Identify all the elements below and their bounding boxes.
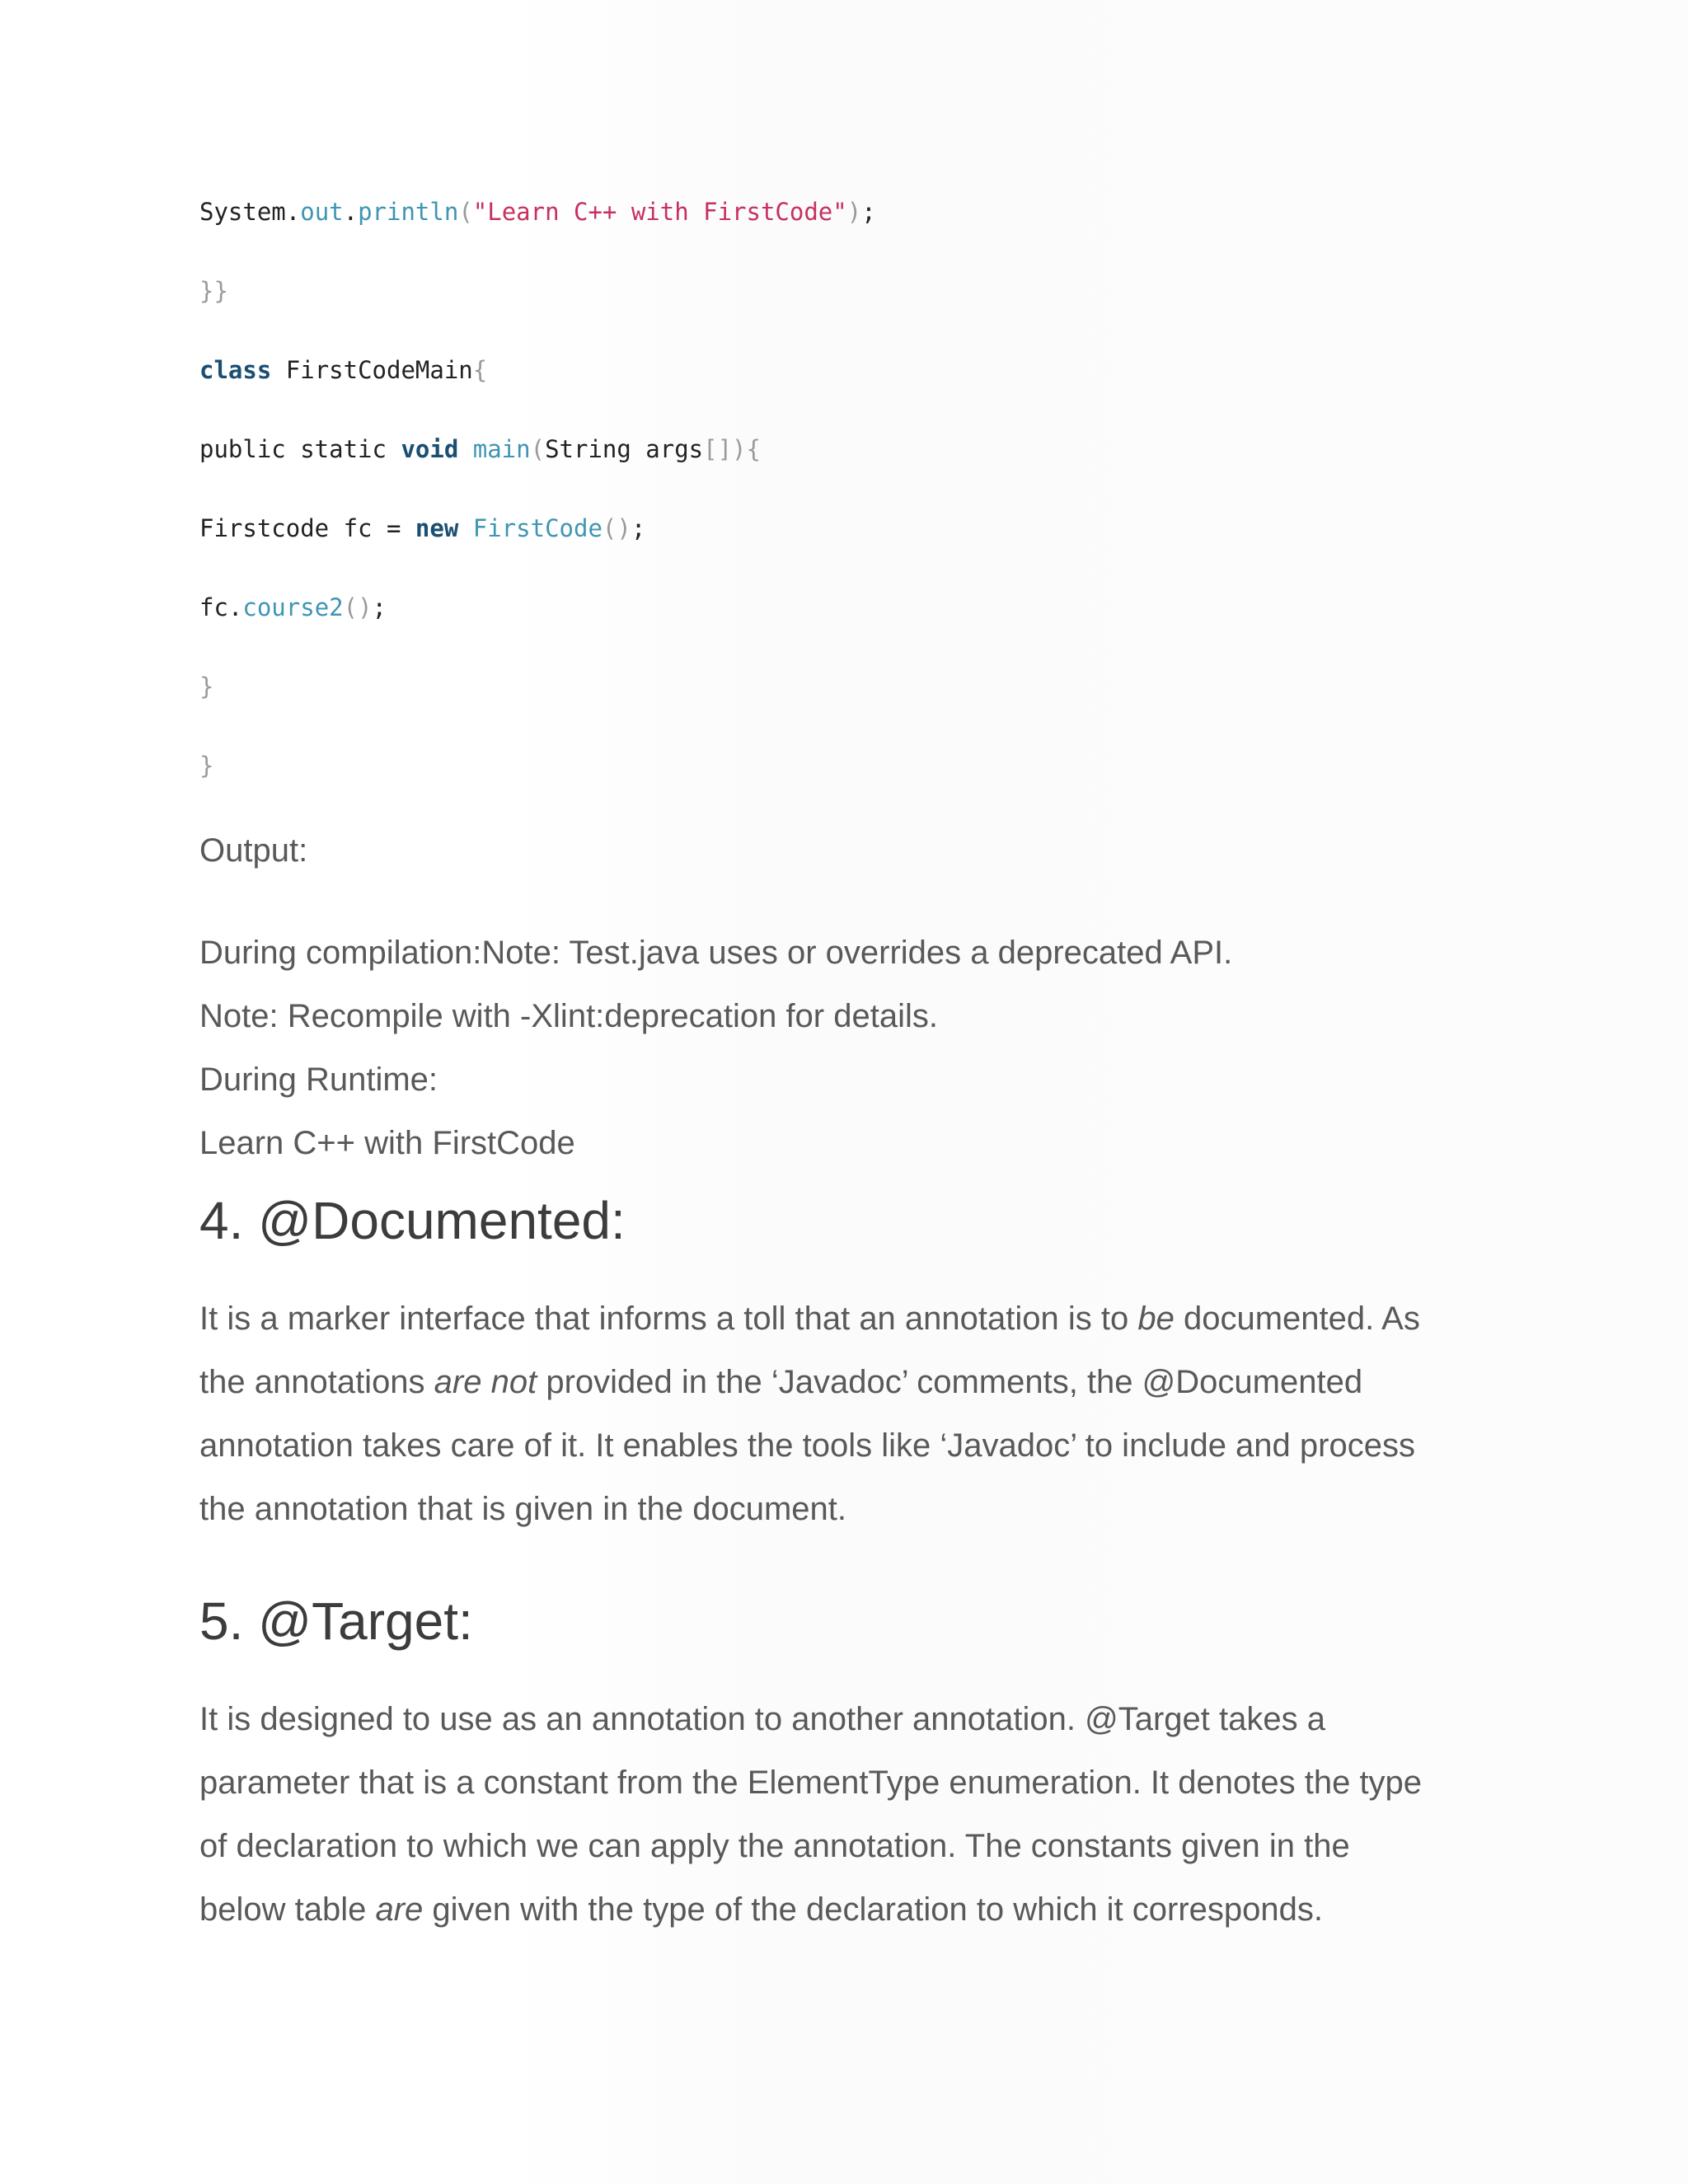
paragraph-line: the annotation that is given in the document.	[199, 1491, 846, 1527]
text-run: given with the type of the declaration to which it corresponds.	[423, 1891, 1324, 1928]
code-token: ;	[631, 514, 646, 542]
emphasis-text: are	[375, 1891, 424, 1928]
code-line-7: }	[199, 673, 214, 701]
code-token: FirstCodeMain	[271, 356, 473, 384]
text-run: the annotations	[199, 1364, 434, 1400]
text-run: documented. As	[1174, 1301, 1420, 1337]
code-token: )	[846, 198, 862, 226]
output-line: During Runtime:	[199, 1062, 438, 1098]
code-token: String args	[545, 435, 704, 463]
output-line: Learn C++ with FirstCode	[199, 1125, 575, 1161]
code-token: "Learn C++ with FirstCode"	[472, 198, 847, 226]
code-token: ()	[602, 514, 631, 542]
code-token: [])	[703, 435, 747, 463]
code-token: ;	[372, 593, 387, 621]
section-heading-documented: 4. @Documented:	[199, 1191, 626, 1250]
emphasis-text: be	[1137, 1301, 1175, 1337]
code-token: course2	[242, 593, 344, 621]
code-token: fc	[199, 593, 228, 621]
code-token: Firstcode fc =	[199, 514, 415, 542]
code-token: void	[401, 435, 459, 463]
code-token	[458, 514, 472, 542]
output-label: Output:	[199, 832, 308, 869]
paragraph-line	[199, 1287, 1526, 1351]
paragraph-line: of declaration to which we can apply the annotation. The constants given in the	[199, 1828, 1350, 1864]
code-line-1	[199, 195, 876, 228]
text-run: It is a marker interface that informs a toll that an annotation is to	[199, 1301, 1138, 1337]
code-token: System	[199, 198, 286, 226]
code-token: new	[415, 514, 459, 542]
paragraph-line	[199, 1878, 1526, 1942]
code-token: .	[285, 198, 301, 226]
section-heading-target: 5. @Target:	[199, 1591, 473, 1651]
code-token: class	[199, 356, 272, 384]
code-token: {	[746, 435, 761, 463]
code-line-4	[199, 433, 761, 466]
code-token: .	[343, 198, 359, 226]
section-paragraph-target	[199, 1688, 1526, 1942]
output-line: Note: Recompile with -Xlint:deprecation for details.	[199, 998, 938, 1034]
code-token: {	[472, 356, 488, 384]
code-token: FirstCode	[472, 514, 603, 542]
code-line-6	[199, 591, 387, 624]
text-run: provided in the ‘Javadoc’ comments, the @Documented	[537, 1364, 1363, 1400]
output-line: During compilation:Note: Test.java uses or overrides a deprecated API.	[199, 935, 1233, 971]
text-run: below table	[199, 1891, 376, 1928]
paragraph-line: annotation takes care of it. It enables the tools like ‘Javadoc’ to include and process	[199, 1427, 1415, 1464]
code-line-8: }	[199, 752, 214, 780]
code-line-2: }}	[199, 277, 228, 305]
paragraph-line: It is designed to use as an annotation to another annotation. @Target takes a	[199, 1701, 1325, 1737]
paragraph-line	[199, 1351, 1526, 1414]
section-paragraph-documented	[199, 1287, 1526, 1541]
code-token: ;	[861, 198, 876, 226]
code-token: (	[530, 435, 546, 463]
code-token: public static	[199, 435, 401, 463]
code-token: .	[227, 593, 243, 621]
emphasis-text: are not	[434, 1364, 537, 1400]
code-token	[458, 435, 472, 463]
code-token: out	[300, 198, 344, 226]
code-line-3	[199, 354, 487, 387]
code-token: ()	[343, 593, 373, 621]
paragraph-line: parameter that is a constant from the ElementType enumeration. It denotes the type	[199, 1765, 1423, 1801]
code-token: main	[472, 435, 531, 463]
code-line-5	[199, 512, 645, 545]
code-token: println	[358, 198, 459, 226]
code-token: (	[458, 198, 473, 226]
